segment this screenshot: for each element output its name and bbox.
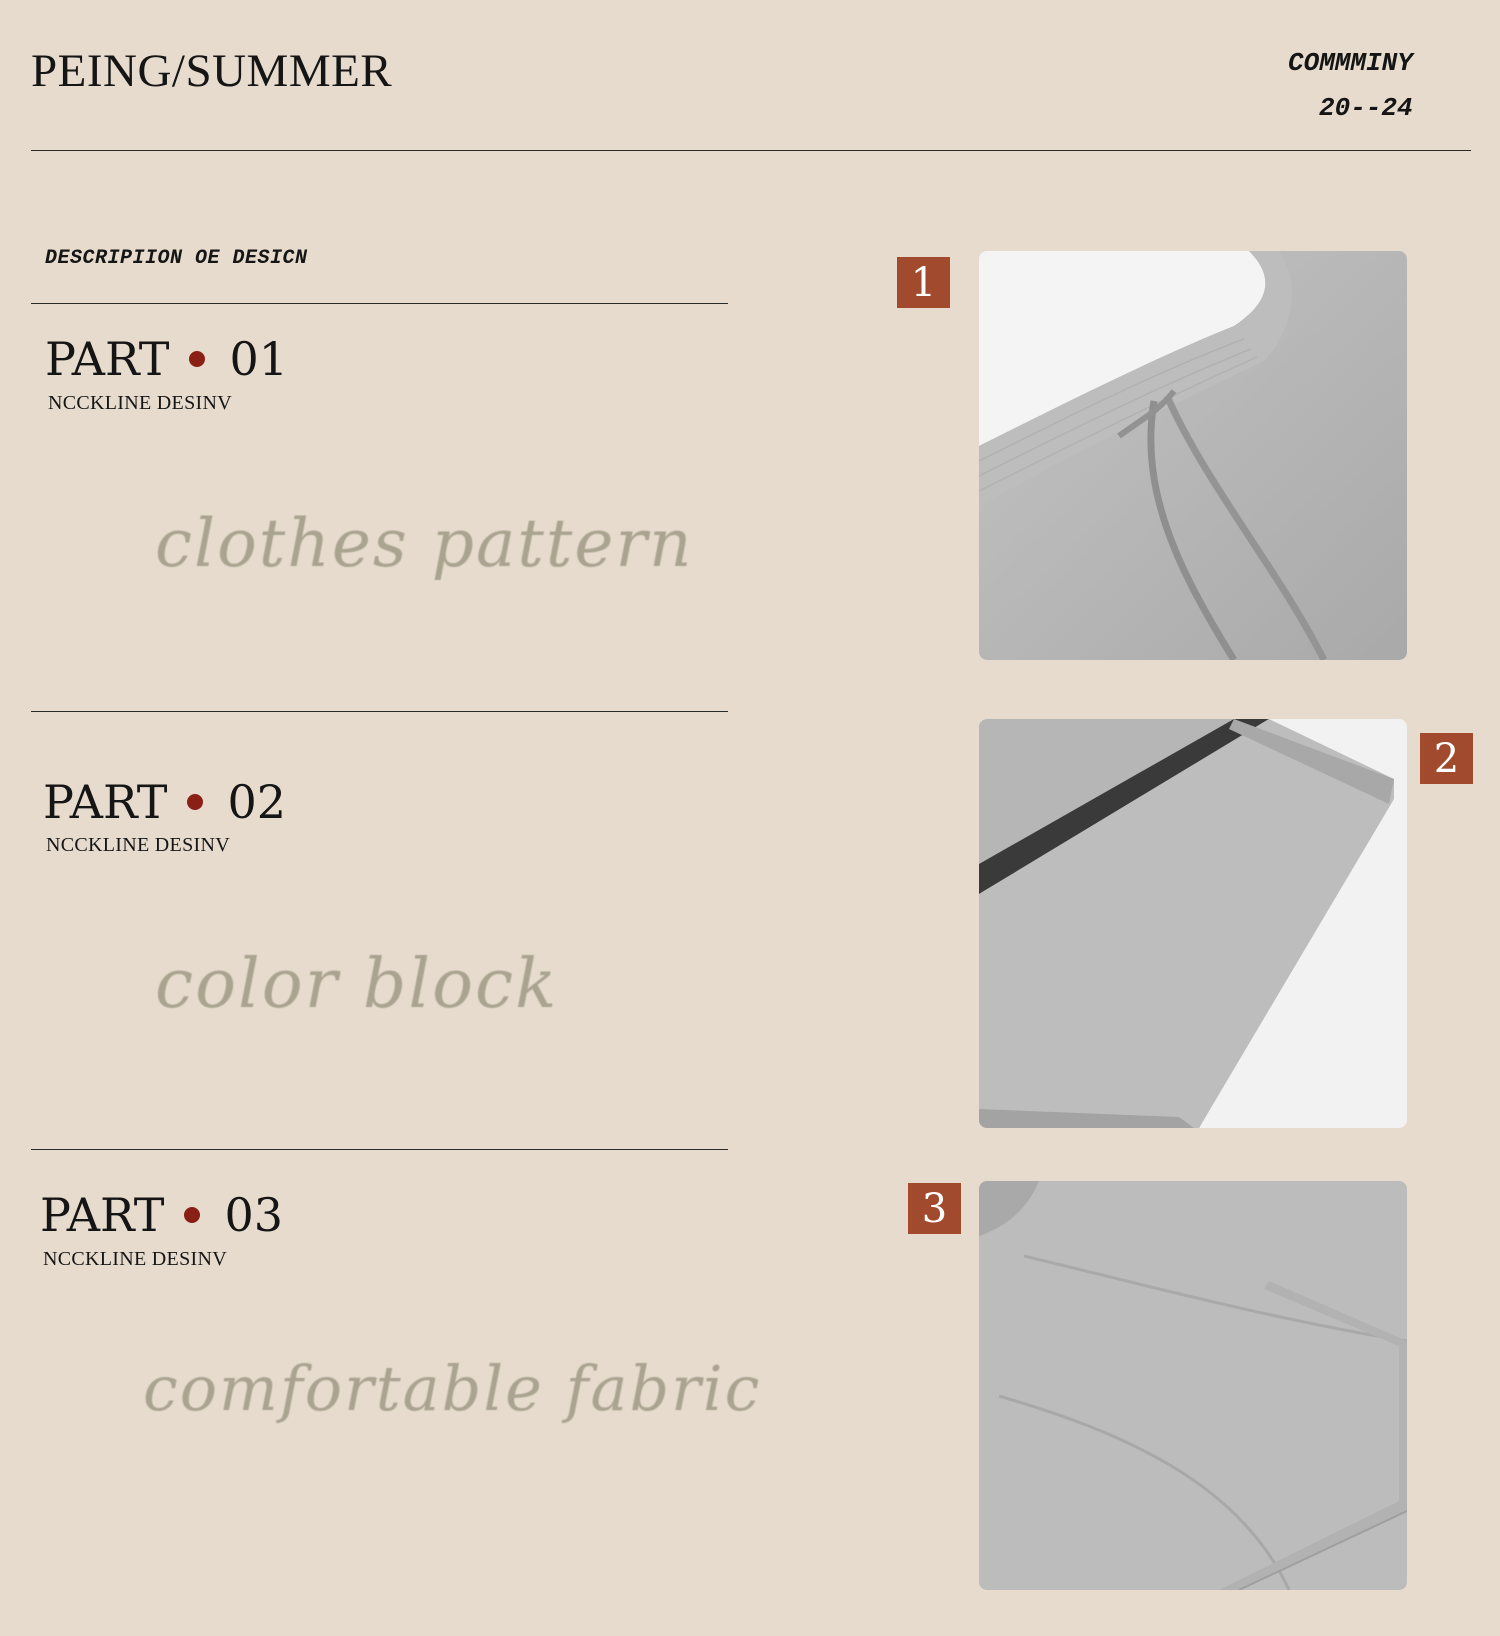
badge-3: 3 <box>908 1183 961 1234</box>
part-2-script: color block <box>155 945 559 1024</box>
brand-title: PEING/SUMMER <box>31 45 393 97</box>
badge-1: 1 <box>897 257 950 308</box>
part-3-heading <box>40 1188 283 1242</box>
part-1-dot <box>189 351 205 367</box>
part-2-subtitle: NCCKLINE DESINV <box>46 834 230 856</box>
part-2-heading <box>43 775 286 829</box>
part-3-label: PART <box>40 1188 165 1242</box>
part-2-dot <box>187 794 203 810</box>
part-1-label: PART <box>45 332 170 386</box>
part-3-dot <box>184 1207 200 1223</box>
part-2-label: PART <box>43 775 168 829</box>
part-1-script: clothes pattern <box>155 505 694 582</box>
fabric-pocket-illustration <box>979 1181 1407 1590</box>
part-1-number: 01 <box>229 332 289 386</box>
header-meta-year: 20--24 <box>1319 93 1413 123</box>
header-meta-label: COMMMINY <box>1288 48 1413 78</box>
waistband-illustration <box>979 251 1407 660</box>
divider-part-3 <box>31 1149 728 1150</box>
part-3-number: 03 <box>224 1188 284 1242</box>
photo-fabric-pocket <box>979 1181 1407 1590</box>
part-2-number: 02 <box>227 775 287 829</box>
part-1-subtitle: NCCKLINE DESINV <box>48 392 232 414</box>
photo-waistband-drawstring <box>979 251 1407 660</box>
part-3-script: comfortable fabric <box>143 1352 762 1425</box>
part-1-heading <box>45 332 288 386</box>
section-title: DESCRIPIION OE DESICN <box>45 247 308 270</box>
divider-part-1 <box>31 303 728 304</box>
divider-part-2 <box>31 711 728 712</box>
header-divider <box>31 150 1471 151</box>
part-3-subtitle: NCCKLINE DESINV <box>43 1248 227 1270</box>
color-block-illustration <box>979 719 1407 1128</box>
photo-color-block <box>979 719 1407 1128</box>
badge-2: 2 <box>1420 733 1473 784</box>
